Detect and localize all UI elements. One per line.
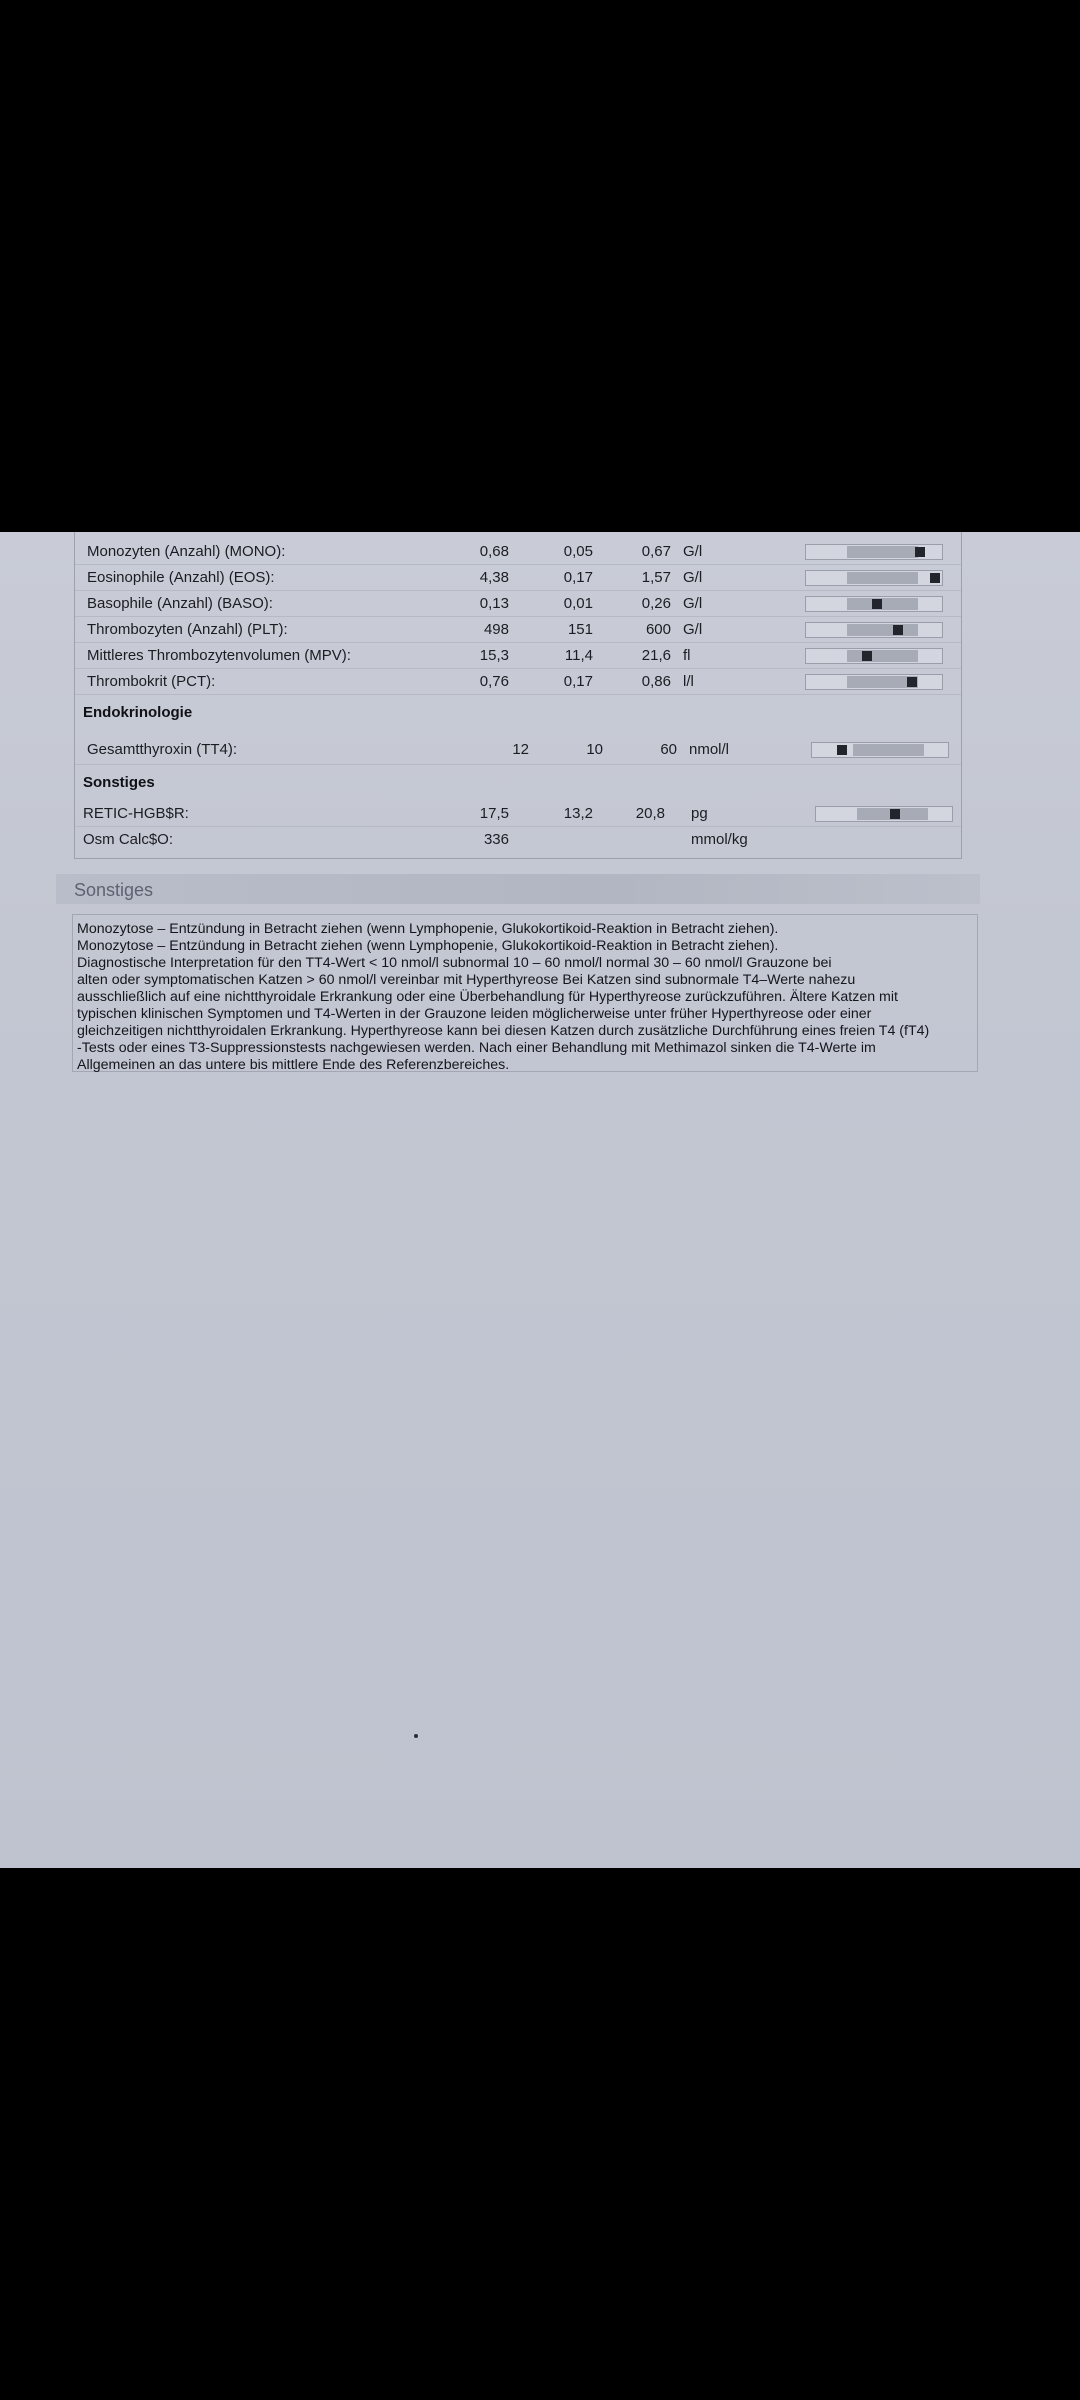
ref-max: 1,57 xyxy=(641,569,671,586)
ref-max: 0,26 xyxy=(641,595,671,612)
ref-max: 21,6 xyxy=(641,647,671,664)
reference-range-band xyxy=(847,650,918,662)
result-value: 4,38 xyxy=(479,569,509,586)
param-name: Monozyten (Anzahl) (MONO): xyxy=(87,543,286,560)
param-name: Basophile (Anzahl) (BASO): xyxy=(87,595,273,612)
value-marker xyxy=(837,745,847,755)
value-marker xyxy=(872,599,882,609)
ref-min: 0,01 xyxy=(563,595,593,612)
ref-max: 0,67 xyxy=(641,543,671,560)
notes-section-title: Sonstiges xyxy=(74,880,154,900)
table-row xyxy=(75,590,961,617)
ref-min: 13,2 xyxy=(563,805,593,822)
result-value: 498 xyxy=(483,621,509,638)
value-marker xyxy=(915,547,925,557)
unit: pg xyxy=(691,805,708,822)
note-line: gleichzeitigen nichtthyroidalen Erkrankung. Hyperthyreose kann bei diesen Katzen durch zusätzliche Durchführung eines freien T4 (fT4) xyxy=(77,1023,930,1039)
range-gauge xyxy=(815,806,953,822)
unit: G/l xyxy=(683,543,703,560)
range-gauge xyxy=(811,742,949,758)
note-line: Allgemeinen an das untere bis mittlere Ende des Referenzbereiches. xyxy=(77,1057,510,1073)
note-line: -Tests oder eines T3-Suppressionstests nachgewiesen werden. Nach einer Behandlung mit Methimazol sinken die T4-Werte im xyxy=(77,1040,876,1056)
ref-max: 0,86 xyxy=(641,673,671,690)
results-table xyxy=(74,532,962,859)
ref-min: 0,17 xyxy=(563,673,593,690)
ref-max: 60 xyxy=(660,741,677,758)
unit: l/l xyxy=(683,673,694,690)
table-row xyxy=(75,800,961,827)
ref-min: 10 xyxy=(586,741,603,758)
reference-range-band xyxy=(847,624,918,636)
unit: fl xyxy=(683,647,691,664)
reference-range-band xyxy=(847,572,918,584)
note-line: Diagnostische Interpretation für den TT4-Wert < 10 nmol/l subnormal 10 – 60 nmol/l normal 30 – 60 nmol/l Grauzone bei xyxy=(77,955,832,971)
note-line: alten oder symptomatischen Katzen > 60 nmol/l vereinbar mit Hyperthyreose Bei Katzen sind subnormale T4–Werte nahezu xyxy=(77,972,856,988)
ref-min: 151 xyxy=(567,621,593,638)
result-value: 15,3 xyxy=(479,647,509,664)
param-name: Osm Calc$O: xyxy=(83,831,174,848)
param-name: Mittleres Thrombozytenvolumen (MPV): xyxy=(87,647,351,664)
ref-min: 11,4 xyxy=(564,647,593,664)
value-marker xyxy=(890,809,900,819)
paper-speck xyxy=(414,1734,418,1738)
note-line: Monozytose – Entzündung in Betracht ziehen (wenn Lymphopenie, Glukokortikoid-Reaktion in Betracht ziehen). xyxy=(77,921,779,937)
ref-max: 20,8 xyxy=(635,805,665,822)
ref-min: 0,05 xyxy=(563,543,593,560)
value-marker xyxy=(907,677,917,687)
note-line: Monozytose – Entzündung in Betracht ziehen (wenn Lymphopenie, Glukokortikoid-Reaktion in Betracht ziehen). xyxy=(77,938,779,954)
value-marker xyxy=(862,651,872,661)
value-marker xyxy=(893,625,903,635)
result-value: 336 xyxy=(483,831,509,848)
table-row xyxy=(75,732,961,765)
note-line: ausschließlich auf eine nichtthyroidale Erkrankung oder eine Überbehandlung für Hyperthyreose zurückzuführen. Ältere Katzen mit xyxy=(77,989,898,1005)
ref-max: 600 xyxy=(645,621,671,638)
result-value: 0,76 xyxy=(479,673,509,690)
range-gauge xyxy=(805,674,943,690)
report-page xyxy=(0,532,1080,1868)
result-value: 0,68 xyxy=(479,543,509,560)
range-gauge xyxy=(805,622,943,638)
param-name: Eosinophile (Anzahl) (EOS): xyxy=(87,569,275,586)
range-gauge xyxy=(805,544,943,560)
section-heading-endokrinologie: Endokrinologie xyxy=(83,704,193,721)
range-gauge xyxy=(805,596,943,612)
param-name: RETIC-HGB$R: xyxy=(83,805,189,822)
param-name: Thrombozyten (Anzahl) (PLT): xyxy=(87,621,288,638)
unit: G/l xyxy=(683,621,703,638)
table-row xyxy=(75,616,961,643)
table-row xyxy=(75,564,961,591)
unit: G/l xyxy=(683,595,703,612)
range-gauge xyxy=(805,648,943,664)
param-name: Thrombokrit (PCT): xyxy=(87,673,216,690)
result-value: 0,13 xyxy=(479,595,509,612)
reference-range-band xyxy=(847,546,918,558)
param-name: Gesamtthyroxin (TT4): xyxy=(87,741,238,758)
notes-section-header xyxy=(56,874,980,904)
ref-min: 0,17 xyxy=(563,569,593,586)
table-row xyxy=(75,538,961,565)
notes-box xyxy=(72,914,978,1072)
value-marker xyxy=(930,573,940,583)
table-row xyxy=(75,642,961,669)
reference-range-band xyxy=(847,598,918,610)
section-heading-sonstiges: Sonstiges xyxy=(83,774,155,791)
table-row xyxy=(75,826,961,852)
note-line: typischen klinischen Symptomen und T4-Werten in der Grauzone leiden möglicherweise unter früher Hyperthyreose oder einer xyxy=(77,1006,872,1022)
range-gauge xyxy=(805,570,943,586)
table-row xyxy=(75,668,961,695)
reference-range-band xyxy=(853,744,924,756)
result-value: 12 xyxy=(512,741,529,758)
unit: nmol/l xyxy=(689,741,730,758)
unit: G/l xyxy=(683,569,703,586)
result-value: 17,5 xyxy=(479,805,509,822)
unit: mmol/kg xyxy=(691,831,748,848)
